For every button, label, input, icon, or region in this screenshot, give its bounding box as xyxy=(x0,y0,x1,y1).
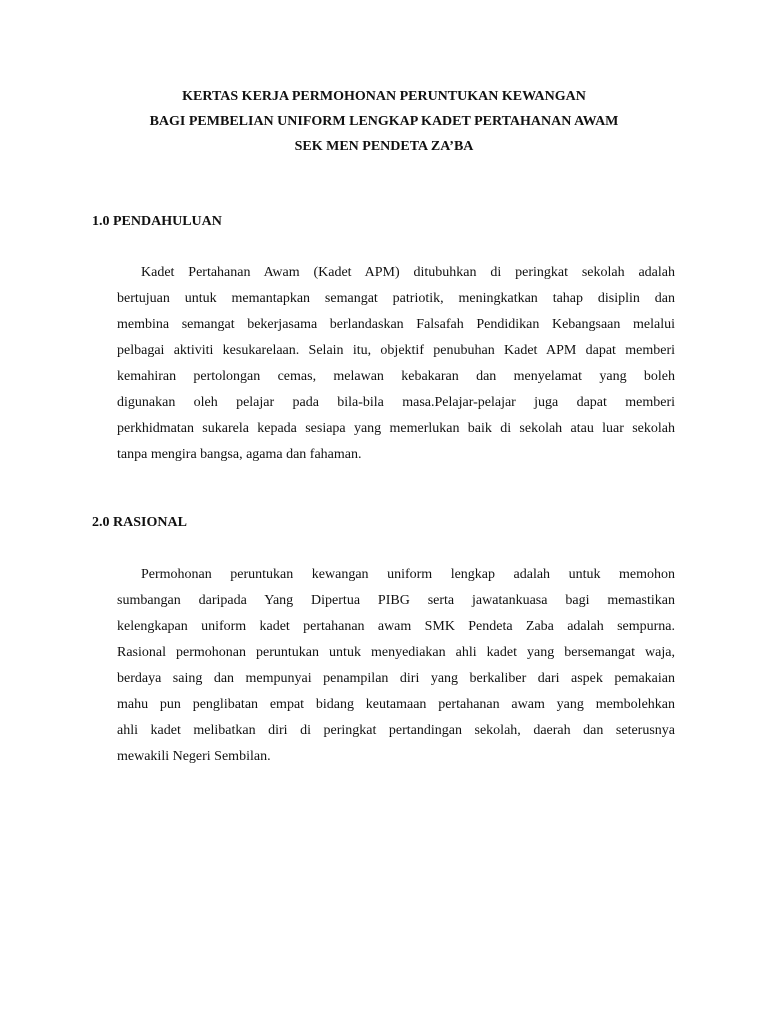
paragraph-line: kelengkapan uniform kadet pertahanan awam SMK Pendeta Zaba adalah sempurna. xyxy=(117,619,675,634)
paragraph-line: digunakan oleh pelajar pada bila-bila masa.Pelajar-pelajar juga dapat memberi xyxy=(117,395,675,410)
paragraph-line: Rasional permohonan peruntukan untuk menyediakan ahli kadet yang bersemangat waja, xyxy=(117,645,675,660)
title-line-1: KERTAS KERJA PERMOHONAN PERUNTUKAN KEWANGAN xyxy=(182,89,586,104)
section-heading-pendahuluan: 1.0 PENDAHULUAN xyxy=(92,214,222,229)
paragraph-line: mahu pun penglibatan empat bidang keutamaan pertahanan awam yang membolehkan xyxy=(117,697,675,712)
paragraph-line: berdaya saing dan mempunyai penampilan diri yang berkaliber dari aspek pemakaian xyxy=(117,671,675,686)
section-heading-rasional: 2.0 RASIONAL xyxy=(92,515,187,530)
paragraph-line: mewakili Negeri Sembilan. xyxy=(117,749,271,764)
paragraph-line: ahli kadet melibatkan diri di peringkat pertandingan sekolah, daerah dan seterusnya xyxy=(117,723,675,738)
title-line-2: BAGI PEMBELIAN UNIFORM LENGKAP KADET PERTAHANAN AWAM xyxy=(149,114,619,129)
paragraph-line: perkhidmatan sukarela kepada sesiapa yang memerlukan baik di sekolah atau luar sekolah xyxy=(117,421,675,436)
paragraph-line: Kadet Pertahanan Awam (Kadet APM) ditubuhkan di peringkat sekolah adalah xyxy=(141,265,675,280)
paragraph-line: kemahiran pertolongan cemas, melawan kebakaran dan menyelamat yang boleh xyxy=(117,369,675,384)
paragraph-line: bertujuan untuk memantapkan semangat patriotik, meningkatkan tahap disiplin dan xyxy=(117,291,675,306)
paragraph-line: sumbangan daripada Yang Dipertua PIBG serta jawatankuasa bagi memastikan xyxy=(117,593,675,608)
paragraph-line: Permohonan peruntukan kewangan uniform lengkap adalah untuk memohon xyxy=(141,567,675,582)
paragraph-line: tanpa mengira bangsa, agama dan fahaman. xyxy=(117,447,362,462)
paragraph-line: membina semangat bekerjasama berlandaskan Falsafah Pendidikan Kebangsaan melalui xyxy=(117,317,675,332)
paragraph-line: pelbagai aktiviti kesukarelaan. Selain itu, objektif penubuhan Kadet APM dapat memberi xyxy=(117,343,675,358)
title-line-3: SEK MEN PENDETA ZA’BA xyxy=(294,139,474,154)
